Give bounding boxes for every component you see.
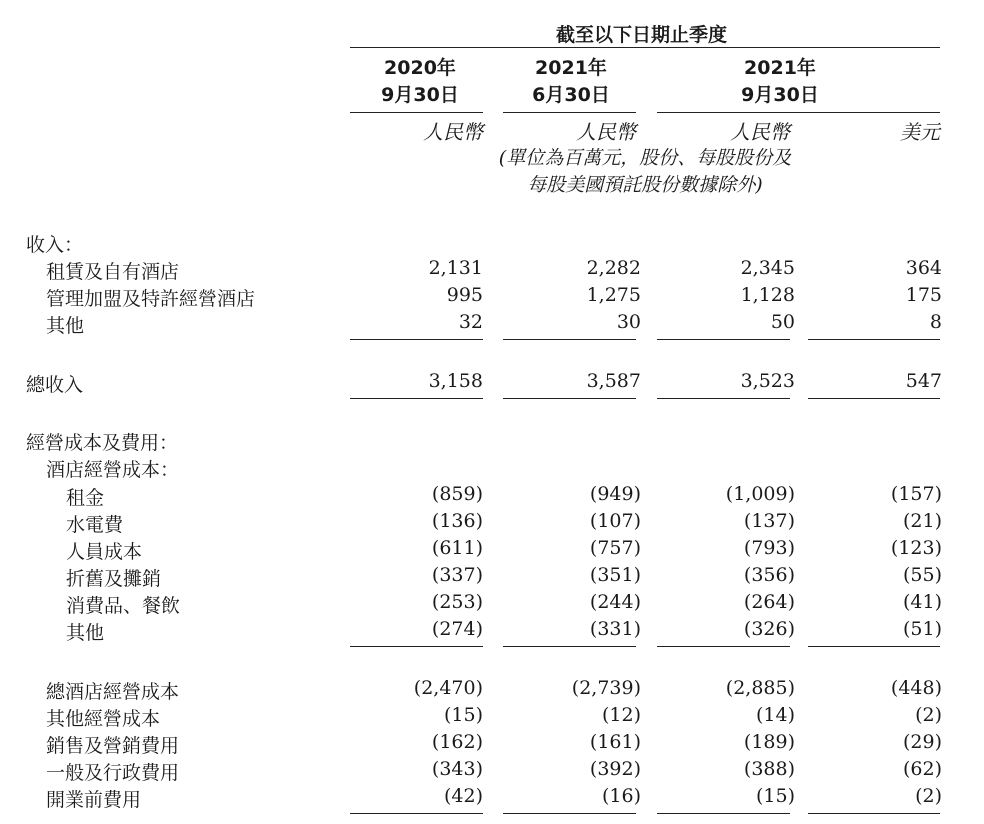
row-label: 其他經營成本 [46,708,161,730]
row-label: 租賃及自有酒店 [46,261,180,283]
cell-value: (264) [743,591,795,613]
cell-value: (2) [915,704,942,726]
row-label: 其他 [66,622,105,644]
cell-value: (162) [431,731,483,753]
column-date: 9月30日 [381,84,459,106]
cell-value: (1,009) [725,483,795,505]
row-label: 一般及行政費用 [46,762,180,784]
row-label: 其他 [46,315,85,337]
currency-label: 人民幣 [423,120,483,144]
cell-value: (2,885) [725,677,795,699]
cell-value: 50 [770,311,795,333]
currency-label: 人民幣 [576,120,636,144]
cell-value: 1,275 [586,284,641,306]
cell-value: (757) [589,537,641,559]
row-label: 管理加盟及特許經營酒店 [46,288,256,310]
subtotal-rule [350,339,483,340]
cell-value: (859) [431,483,483,505]
cell-value: (42) [443,785,483,807]
cell-value: (62) [902,758,942,780]
cell-value: (244) [589,591,641,613]
cell-value: 2,131 [428,257,483,279]
units-note [470,145,820,199]
cell-value: 30 [616,311,641,333]
cell-value: (15) [755,785,795,807]
subtotal-rule [350,398,483,399]
cell-value: (356) [743,564,795,586]
cell-value: (793) [743,537,795,559]
row-label: 消費品、餐飲 [66,595,181,617]
row-label: 經營成本及費用： [26,432,179,454]
cell-value: (123) [890,537,942,559]
cell-value: (51) [902,618,942,640]
subtotal-rule [503,646,636,647]
column-year: 2021年 [535,57,607,79]
subtotal-rule [657,646,790,647]
row-label: 折舊及攤銷 [66,568,162,590]
cell-value: (15) [443,704,483,726]
cell-value: (611) [431,537,483,559]
subtotal-rule [350,813,483,814]
cell-value: 8 [929,311,942,333]
cell-value: (2) [915,785,942,807]
column-rule [350,112,483,113]
cell-value: (326) [743,618,795,640]
row-label: 總酒店經營成本 [46,681,180,703]
cell-value: 175 [905,284,942,306]
cell-value: (16) [601,785,641,807]
column-date: 9月30日 [741,84,819,106]
table-period-title: 截至以下日期止季度 [556,24,728,46]
cell-value: (351) [589,564,641,586]
row-label: 收入： [26,234,84,256]
cell-value: (343) [431,758,483,780]
cell-value: 1,128 [740,284,795,306]
cell-value: (392) [589,758,641,780]
cell-value: (949) [589,483,641,505]
column-header-q2-2021 [506,55,636,109]
cell-value: (2,739) [571,677,641,699]
subtotal-rule [657,813,790,814]
cell-value: 3,158 [428,370,483,392]
column-rule [657,112,940,113]
cell-value: 2,345 [740,257,795,279]
subtotal-rule [808,646,940,647]
cell-value: 3,523 [740,370,795,392]
cell-value: (161) [589,731,641,753]
column-header-q3-2020 [355,55,485,109]
cell-value: (107) [589,510,641,532]
row-label: 總收入 [26,374,84,396]
cell-value: (253) [431,591,483,613]
units-note-line: (單位為百萬元，股份、每股股份及 [498,147,792,169]
row-label: 銷售及營銷費用 [46,735,180,757]
subtotal-rule [808,398,940,399]
cell-value: 547 [905,370,942,392]
cell-value: (331) [589,618,641,640]
cell-value: (29) [902,731,942,753]
column-rule [503,112,636,113]
cell-value: 995 [446,284,483,306]
currency-label: 人民幣 [730,120,790,144]
cell-value: (12) [601,704,641,726]
cell-value: (21) [902,510,942,532]
cell-value: (136) [431,510,483,532]
cell-value: (337) [431,564,483,586]
cell-value: (274) [431,618,483,640]
column-year: 2021年 [744,57,816,79]
cell-value: (55) [902,564,942,586]
subtotal-rule [657,339,790,340]
subtotal-rule [503,813,636,814]
subtotal-rule [808,813,940,814]
cell-value: 3,587 [586,370,641,392]
cell-value: 2,282 [586,257,641,279]
cell-value: (14) [755,704,795,726]
row-label: 水電費 [66,514,124,536]
cell-value: 364 [905,257,942,279]
subtotal-rule [657,398,790,399]
cell-value: 32 [458,311,483,333]
units-note-line: 每股美國預託股份數據除外) [527,174,763,196]
row-label: 開業前費用 [46,789,142,811]
subtotal-rule [503,398,636,399]
column-header-q3-2021 [700,55,860,109]
subtotal-rule [503,339,636,340]
column-year: 2020年 [384,57,456,79]
row-label: 人員成本 [66,541,143,563]
row-label: 租金 [66,487,105,509]
cell-value: (448) [890,677,942,699]
column-date: 6月30日 [532,84,610,106]
cell-value: (2,470) [413,677,483,699]
subtotal-rule [808,339,940,340]
header-rule [350,47,940,48]
cell-value: (157) [890,483,942,505]
row-label: 酒店經營成本： [46,459,180,481]
cell-value: (137) [743,510,795,532]
cell-value: (189) [743,731,795,753]
currency-label: 美元 [900,120,940,144]
subtotal-rule [350,646,483,647]
cell-value: (41) [902,591,942,613]
cell-value: (388) [743,758,795,780]
